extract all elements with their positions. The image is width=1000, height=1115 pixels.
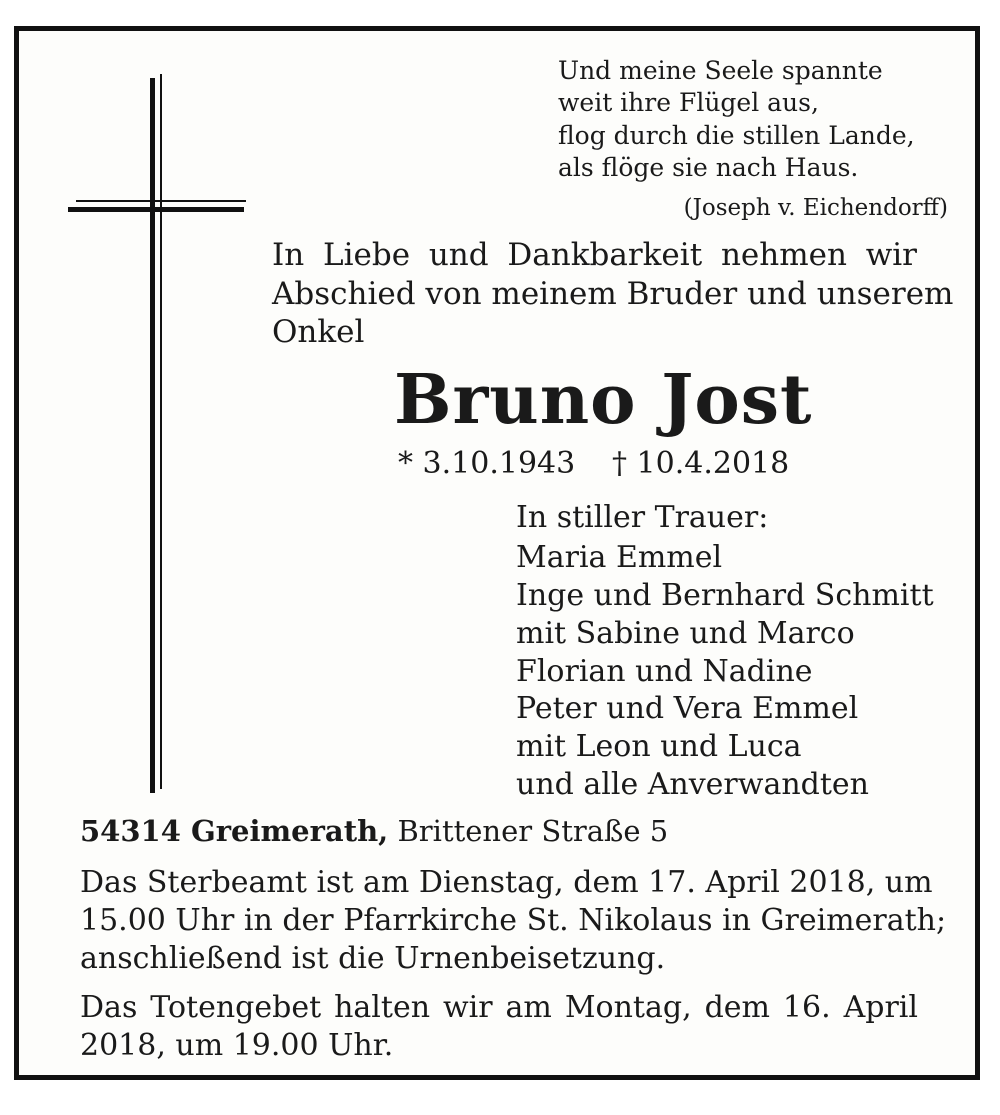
prayer-line-2: 2018, um 19.00 Uhr. xyxy=(80,1028,394,1063)
service-line-3: anschließend ist die Urnenbeisetzung. xyxy=(80,941,666,976)
poem-author: (Joseph v. Eichendorff) xyxy=(683,195,948,221)
mourner-name: Florian und Nadine xyxy=(516,654,813,689)
address-street: Brittener Straße 5 xyxy=(397,814,669,848)
intro-line-1: In Liebe und Dankbarkeit nehmen wir xyxy=(272,237,917,273)
mourner-name: und alle Anverwandten xyxy=(516,767,869,802)
poem-line-4: als flöge sie nach Haus. xyxy=(558,153,859,182)
mourners-heading: In stiller Trauer: xyxy=(516,500,769,535)
poem-line-2: weit ihre Flügel aus, xyxy=(558,88,819,117)
mourner-name: mit Sabine und Marco xyxy=(516,616,855,651)
poem-line-1: Und meine Seele spannte xyxy=(558,56,883,85)
mourner-name: mit Leon und Luca xyxy=(516,729,802,764)
address xyxy=(80,814,669,848)
service-line-1: Das Sterbeamt ist am Dienstag, dem 17. April 2018, um xyxy=(80,865,933,900)
mourner-name: Maria Emmel xyxy=(516,540,723,575)
address-place: 54314 Greimerath, xyxy=(80,814,389,848)
birth-date: * 3.10.1943 xyxy=(398,446,576,481)
mourner-name: Peter und Vera Emmel xyxy=(516,691,859,726)
intro-line-2: Abschied von meinem Bruder und unserem xyxy=(272,276,954,312)
poem-line-3: flog durch die stillen Lande, xyxy=(558,121,915,150)
intro-line-3: Onkel xyxy=(272,314,365,350)
mourner-name: Inge und Bernhard Schmitt xyxy=(516,578,934,613)
death-date: † 10.4.2018 xyxy=(612,446,790,481)
deceased-name: Bruno Jost xyxy=(394,360,813,440)
prayer-line-1: Das Totengebet halten wir am Montag, dem 16. April xyxy=(80,990,918,1025)
service-line-2: 15.00 Uhr in der Pfarrkirche St. Nikolaus in Greimerath; xyxy=(80,903,947,938)
cross-icon xyxy=(0,0,260,800)
